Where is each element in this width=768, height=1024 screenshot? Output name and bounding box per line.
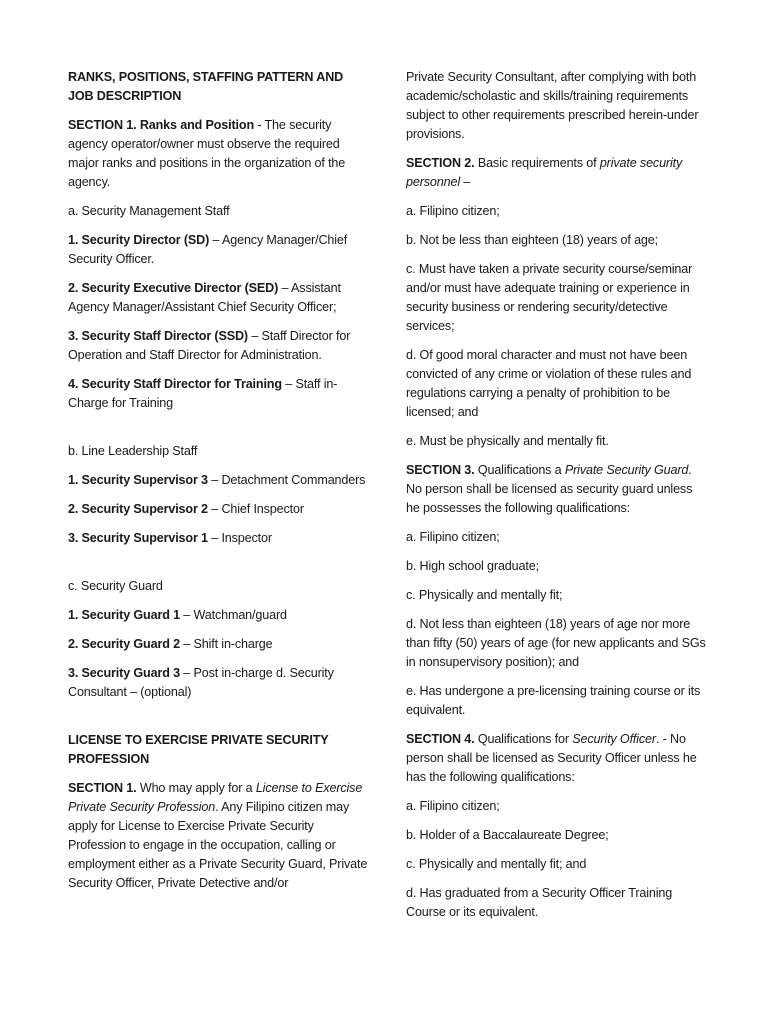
- list-item: a. Filipino citizen;: [406, 799, 500, 813]
- section-text-italic: Security Officer: [572, 732, 656, 746]
- spacer: [68, 558, 368, 577]
- paragraph-continuation: Private Security Consultant, after complying with both academic/scholastic and skills/training requirements subject to other requirements prescribed herein-under provisions.: [406, 70, 699, 141]
- right-column: [406, 68, 706, 932]
- section-label: SECTION 1.: [68, 781, 137, 795]
- list-item-c1: [68, 606, 368, 625]
- paragraph-license-section-1: [68, 779, 368, 893]
- section-label: SECTION 1. Ranks and Position: [68, 118, 254, 132]
- section-label: SECTION 4.: [406, 732, 475, 746]
- spacer: [68, 712, 368, 731]
- item-term: 2. Security Executive Director (SED): [68, 281, 279, 295]
- list-item: e. Has undergone a pre-licensing training course or its equivalent.: [406, 684, 701, 717]
- paragraph-section-1-ranks: [68, 116, 368, 192]
- section-text: - The security agency operator/owner must observe the required major ranks and positions in the organization of the agency.: [68, 118, 346, 189]
- spacer: [68, 423, 368, 442]
- section-text-italic: License to Exercise Private Security Profession: [68, 781, 363, 814]
- section-text-italic: private security personnel: [406, 156, 683, 189]
- item-description: – Inspector: [207, 531, 272, 545]
- section-text: Qualifications a: [474, 463, 565, 477]
- item-description: – Watchman/guard: [179, 608, 287, 622]
- list-item-b2: [68, 500, 368, 519]
- list-item: c. Physically and mentally fit; and: [406, 857, 587, 871]
- list-item-a4: [68, 375, 368, 413]
- item-term: 3. Security Guard 3: [68, 666, 180, 680]
- section-label: SECTION 2.: [406, 156, 475, 170]
- list-item-c3: [68, 664, 368, 702]
- item-term: 2. Security Supervisor 2: [68, 502, 208, 516]
- list-item-b3: [68, 529, 368, 548]
- list-item: e. Must be physically and mentally fit.: [406, 434, 609, 448]
- item-description: – Staff in-Charge for Training: [68, 377, 338, 410]
- item-description: – Chief Inspector: [207, 502, 304, 516]
- list-item-c2: [68, 635, 368, 654]
- list-item: a. Filipino citizen;: [406, 530, 500, 544]
- list-item-a2: [68, 279, 368, 317]
- section-label: SECTION 3.: [406, 463, 475, 477]
- list-item: a. Filipino citizen;: [406, 204, 500, 218]
- list-item-b1: [68, 471, 368, 490]
- list-item: d. Not less than eighteen (18) years of age nor more than fifty (50) years of age (for new applicants and SGs in nonsupervisory position); and: [406, 617, 706, 669]
- section-text: . No person shall be licensed as security guard unless he possesses the following qualifications:: [406, 463, 693, 515]
- item-term: 2. Security Guard 2: [68, 637, 180, 651]
- item-description: – Assistant Agency Manager/Assistant Chief Security Officer;: [68, 281, 341, 314]
- section-text: . - No person shall be licensed as Security Officer unless he has the following qualifications:: [406, 732, 697, 784]
- list-item: d. Of good moral character and must not have been convicted of any crime or violation of these rules and regulations carrying a penalty of prohibition to be licensed; and: [406, 348, 692, 419]
- section-heading-ranks: RANKS, POSITIONS, STAFFING PATTERN AND JOB DESCRIPTION: [68, 70, 344, 103]
- paragraph-section-3: [406, 461, 706, 518]
- list-item: c. Physically and mentally fit;: [406, 588, 563, 602]
- item-term: 3. Security Staff Director (SSD): [68, 329, 248, 343]
- item-term: 1. Security Supervisor 3: [68, 473, 208, 487]
- group-b-label: b. Line Leadership Staff: [68, 444, 198, 458]
- item-description: – Detachment Commanders: [207, 473, 366, 487]
- list-item-a1: [68, 231, 368, 269]
- section-heading-license: LICENSE TO EXERCISE PRIVATE SECURITY PROFESSION: [68, 733, 329, 766]
- section-text: Basic requirements of: [474, 156, 600, 170]
- group-c-label: c. Security Guard: [68, 579, 163, 593]
- paragraph-section-4: [406, 730, 706, 787]
- left-column: [68, 68, 368, 903]
- item-description: – Staff Director for Operation and Staff Director for Administration.: [68, 329, 351, 362]
- item-term: 4. Security Staff Director for Training: [68, 377, 282, 391]
- item-term: 1. Security Guard 1: [68, 608, 180, 622]
- item-description: – Agency Manager/Chief Security Officer.: [68, 233, 348, 266]
- item-description: – Shift in-charge: [179, 637, 273, 651]
- list-item: b. Not be less than eighteen (18) years of age;: [406, 233, 658, 247]
- item-term: 3. Security Supervisor 1: [68, 531, 208, 545]
- list-item-a3: [68, 327, 368, 365]
- paragraph-section-2: [406, 154, 706, 192]
- item-term: 1. Security Director (SD): [68, 233, 210, 247]
- list-item: b. Holder of a Baccalaureate Degree;: [406, 828, 609, 842]
- group-a-label: a. Security Management Staff: [68, 204, 230, 218]
- list-item: c. Must have taken a private security course/seminar and/or must have adequate training or experience in security business or rendering security/detective services;: [406, 262, 693, 333]
- section-text: . Any Filipino citizen may apply for License to Exercise Private Security Profession to engage in the occupation, calling or employment either as a Private Security Guard, Private Security Officer, Private Detective and/or: [68, 800, 368, 890]
- list-item: d. Has graduated from a Security Officer Training Course or its equivalent.: [406, 886, 673, 919]
- section-text: Qualifications for: [474, 732, 573, 746]
- section-text-italic: Private Security Guard: [564, 463, 689, 477]
- item-description: – Post in-charge d. Security Consultant – (optional): [68, 666, 334, 699]
- section-text: Who may apply for a: [136, 781, 256, 795]
- list-item: b. High school graduate;: [406, 559, 539, 573]
- section-text: –: [459, 175, 471, 189]
